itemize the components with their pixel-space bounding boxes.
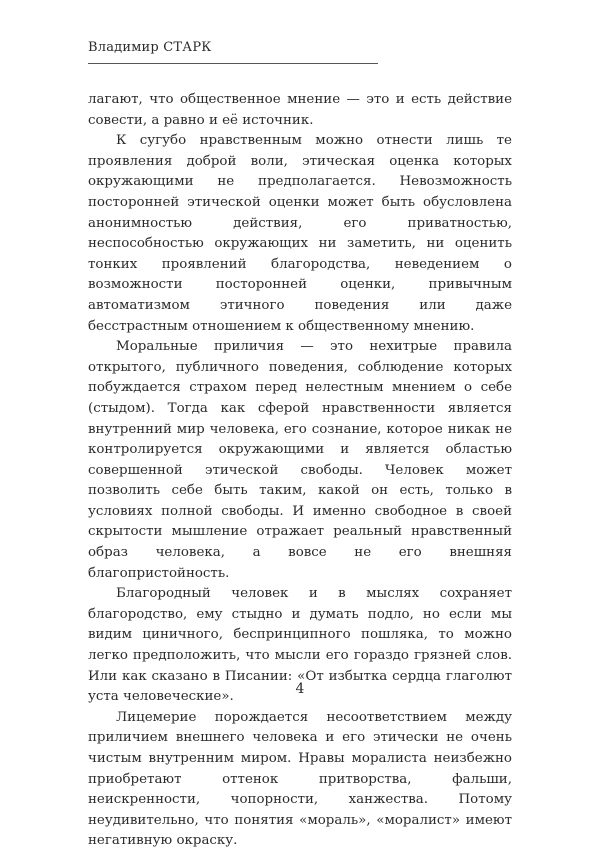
paragraph: Благородный человек и в мыслях сохраняет благородство, ему стыдно и думать подло, но если мы видим циничного, беспринципного пошляка, то можно легко предположить, что мысли его гораздо грязней слов. Или как сказано в Писании: «От избытка сердца глаголют уста человеческие». bbox=[88, 586, 512, 705]
paragraph: Лицемерие порождается несоответствием между приличием внешнего человека и его этически не очень чистым внутренним миром. Нравы моралиста неизбежно приобретают оттенок притворства, фальши, неискренности, чопорности, ханжества. Потому неудивительно, что понятия «мораль», «моралист» имеют негативную окраску. bbox=[88, 709, 512, 849]
body-text bbox=[88, 90, 512, 852]
paragraph: лагают, что общественное мнение — это и есть действие совести, а равно и её источник. bbox=[88, 92, 512, 128]
paragraph: К сугубо нравственным можно отнести лишь те проявления доброй воли, этическая оценка которых окружающими не предполагается. Невозможность посторонней этической оценки может быть обусловлена анонимностью действия, его приватностью, неспособностью окружающих ни заметить, ни оценить тонких проявлений благородства, неведением о возможности посторонней оценки, привычным автоматизмом этичного поведения или даже бесстрастным отношением к общественному мнению. bbox=[88, 133, 512, 334]
running-header: Владимир СТАРК bbox=[88, 40, 212, 55]
header-rule bbox=[88, 63, 378, 64]
paragraph: Моральные приличия — это нехитрые правила открытого, публичного поведения, соблюдение которых побуждается страхом перед нелестным мнением о себе (стыдом). Тогда как сферой нравственности является внутренний мир человека, его сознание, которое никак не контролируется окружающими и является областью совершенной этической свободы. Человек может позволить себе быть таким, какой он есть, только в условиях полной свободы. И именно свободное в своей скрытости мышление отражает реальный нравственный образ человека, а вовсе не его внешняя благопристойность. bbox=[88, 339, 512, 581]
page-number: 4 bbox=[295, 681, 305, 697]
